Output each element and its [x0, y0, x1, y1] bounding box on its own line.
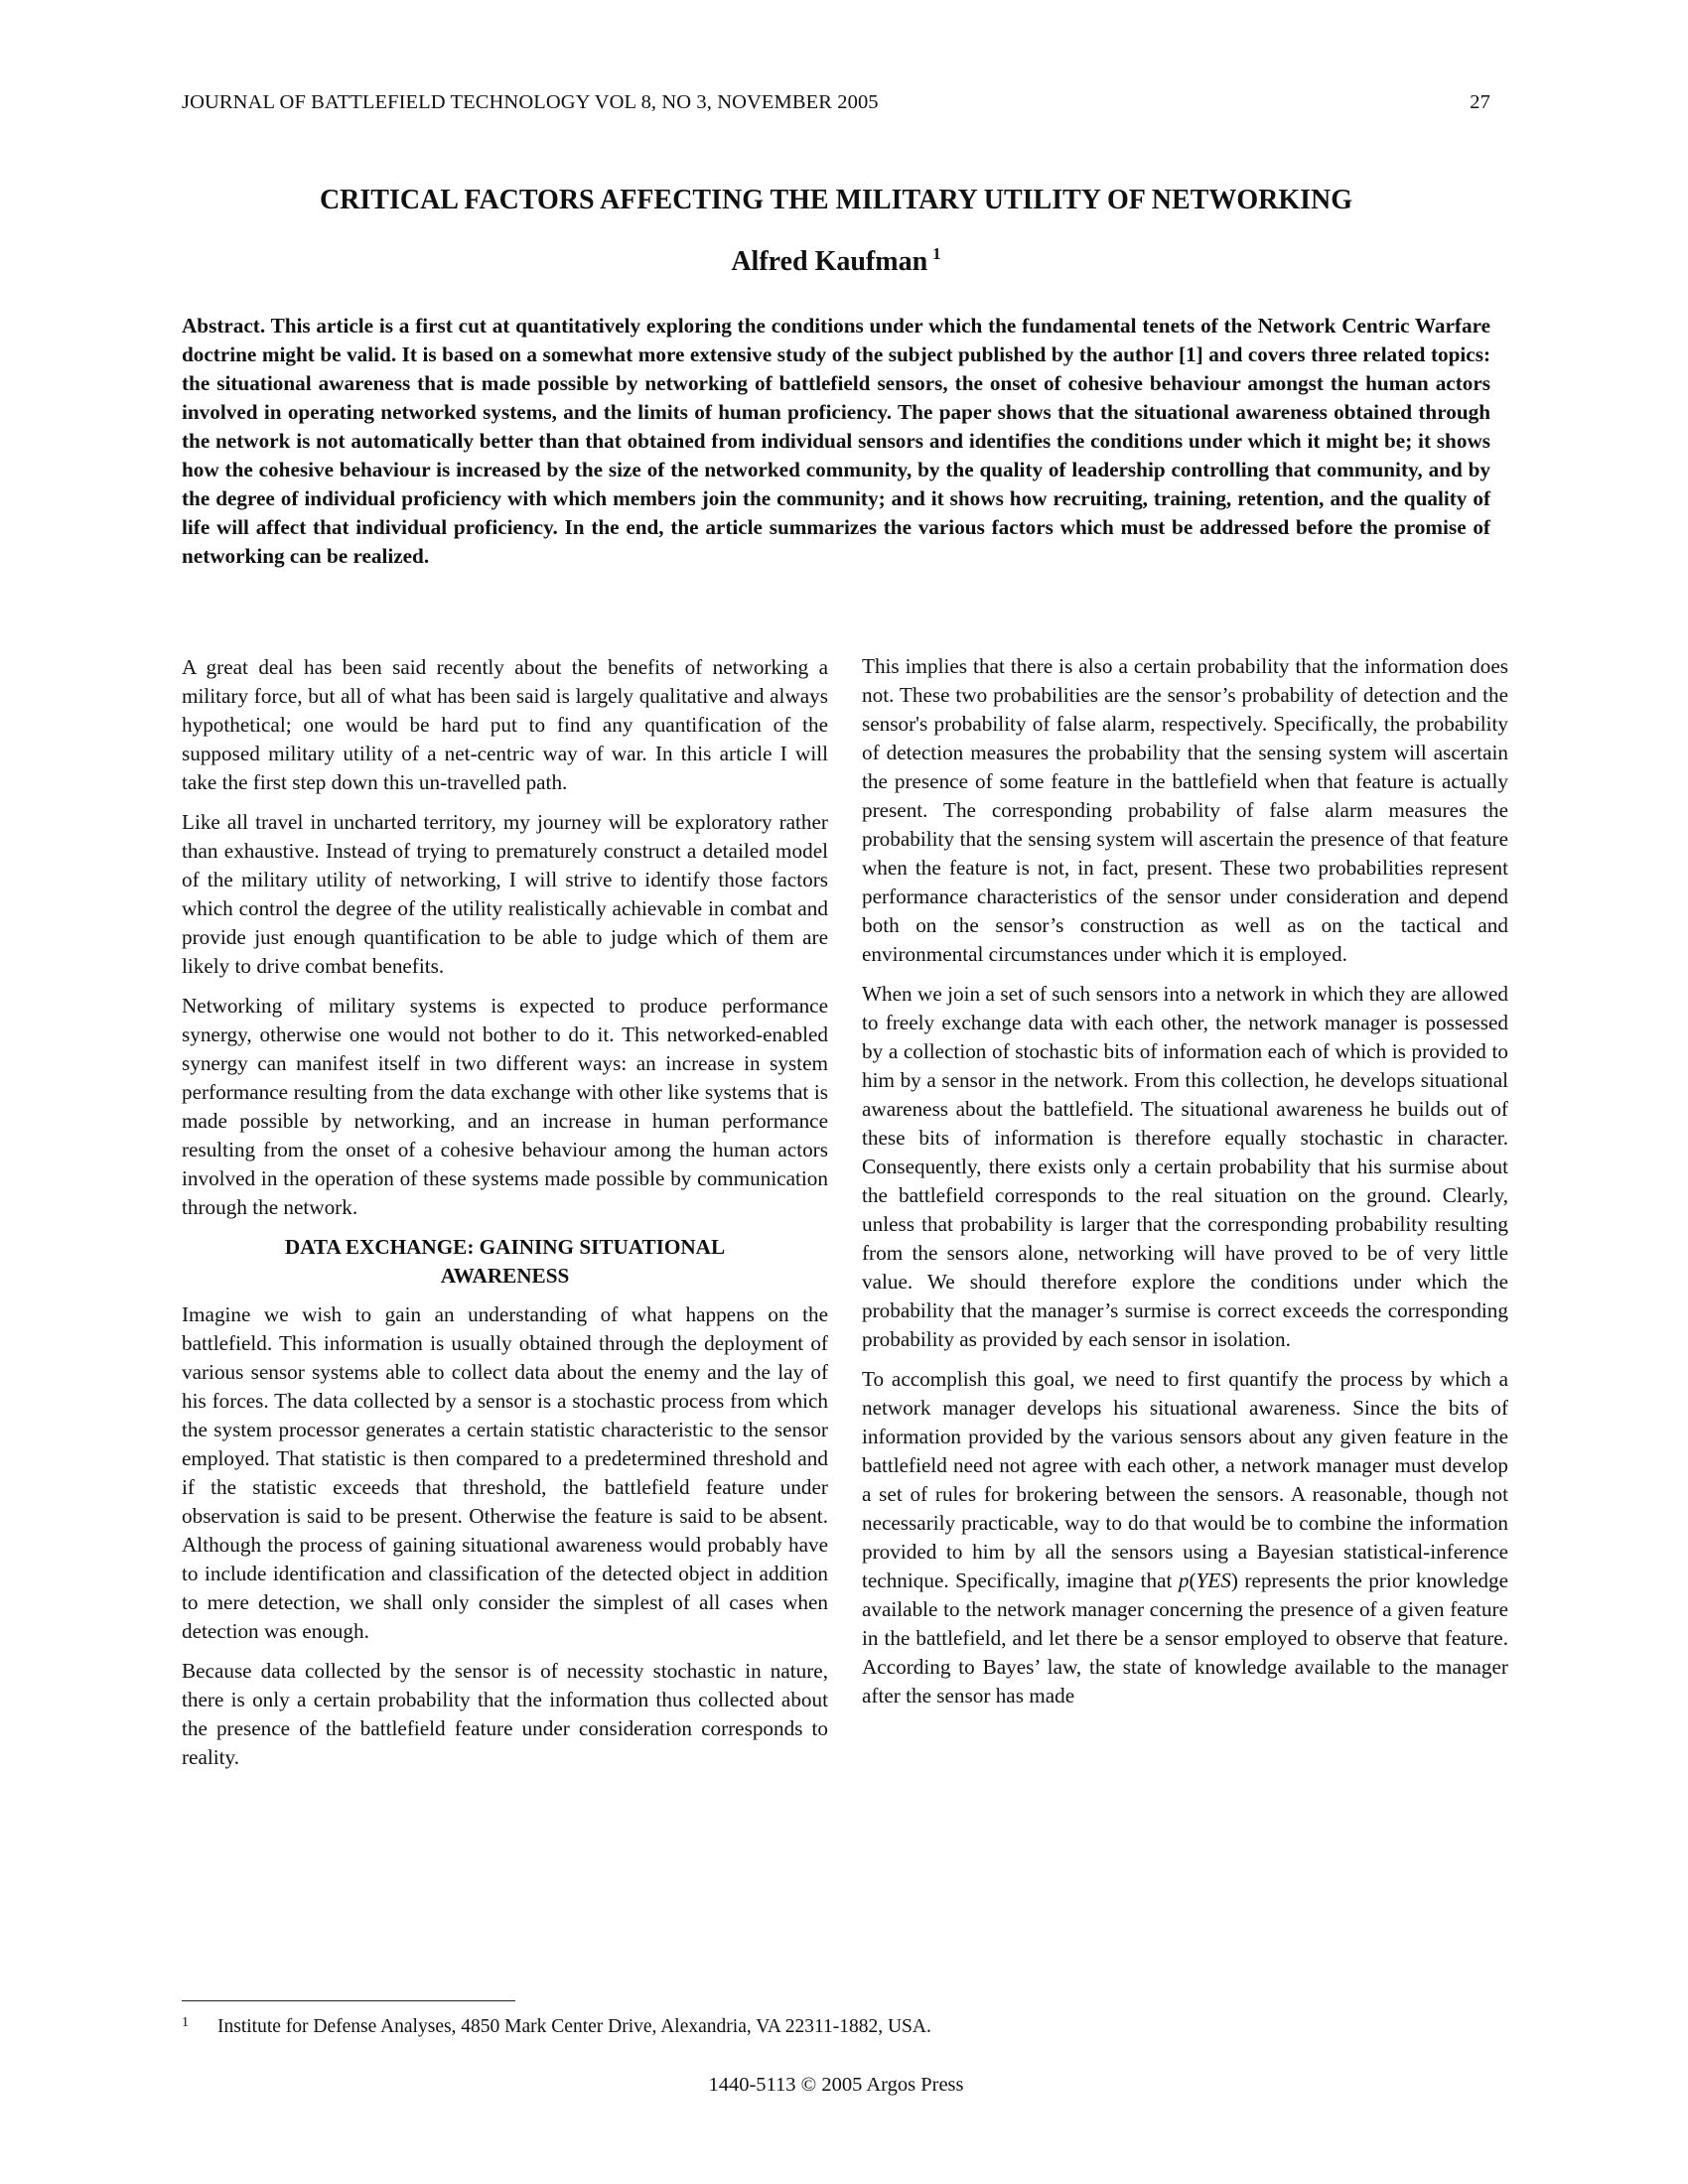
abstract: Abstract. This article is a first cut at quantitatively exploring the conditions under which the fundamental tenets of the Network Centric Warfare doctrine might be valid. It is based on a somewhat more extensive study of the subject published by the author [1] and covers three related topics: the situational awareness that is made possible by networking of battlefield sensors, the onset of cohesive behaviour amongst the human actors involved in operating networked systems, and the limits of human proficiency. The paper shows that the situational awareness obtained through the network is not automatically better than that obtained from individual sensors and identifies the conditions under which it might be; it shows how the cohesive behaviour is increased by the size of the networked community, by the quality of leadership controlling that community, and by the degree of individual proficiency with which members join the community; and it shows how recruiting, training, retention, and the quality of life will affect that individual proficiency. In the end, the article summarizes the various factors which must be addressed before the promise of networking can be realized.: [182, 314, 1490, 568]
footnote-mark: 1: [182, 2015, 189, 2030]
footnote-divider: [182, 2000, 515, 2001]
paragraph-text: represents the prior knowledge available to the network manager concerning the presence of a given feature in the battlefield, and let there be a sensor employed to observe that feature. According to Bayes’ law, the state of knowledge available to the manager after the sensor has made: [862, 1569, 1508, 1707]
body-paragraph: Networking of military systems is expected to produce performance synergy, otherwise one would not bother to do it. This networked-enabled synergy can manifest itself in two different ways: an increase in system performance resulting from the data exchange with other like systems that is made possible by networking, and an increase in human performance resulting from the onset of a cohesive behaviour among the human actors involved in the operation of these systems made possible by communication through the network.: [182, 994, 828, 1219]
copyright-footer: 1440-5113 © 2005 Argos Press: [708, 2074, 964, 2096]
body-paragraph: Like all travel in uncharted territory, my journey will be exploratory rather than exhaustive. Instead of trying to prematurely construct a detailed model of the military utility of networking, I will strive to identify those factors which control the degree of the utility realistically achievable in combat and provide just enough quantification to be able to judge which of them are likely to drive combat benefits.: [182, 810, 828, 978]
body-paragraph: Imagine we wish to gain an understanding of what happens on the battlefield. This information is usually obtained through the deployment of various sensor systems able to collect data about the enemy and the lay of his forces. The data collected by a sensor is a stochastic process from which the system processor generates a certain statistic characteristic to the sensor employed. That statistic is then compared to a predetermined threshold and if the statistic exceeds that threshold, the battlefield feature under observation is said to be present. Otherwise the feature is said to be absent. Although the process of gaining situational awareness would probably have to include identification and classification of the detected object in addition to mere detection, we shall only consider the simplest of all cases when detection was enough.: [182, 1302, 828, 1643]
section-heading: [182, 1233, 828, 1291]
body-paragraph: A great deal has been said recently about the benefits of networking a military force, but all of what has been said is largely qualitative and always hypothetical; one would be hard put to find any quantification of the supposed military utility of a net-centric way of war. In this article I will take the first step down this un-travelled path.: [182, 655, 828, 794]
footnote-text: Institute for Defense Analyses, 4850 Mark Center Drive, Alexandria, VA 22311-1882, USA.: [217, 2016, 931, 2037]
article-title: CRITICAL FACTORS AFFECTING THE MILITARY UTILITY OF NETWORKING: [319, 185, 1353, 215]
author-line: [182, 244, 1490, 278]
section-heading-line: DATA EXCHANGE: GAINING SITUATIONAL: [284, 1235, 726, 1259]
left-column: [182, 653, 828, 1783]
body-paragraph: When we join a set of such sensors into a network in which they are allowed to freely exchange data with each other, the network manager is possessed by a collection of stochastic bits of information each of which is provided to him by a sensor in the network. From this collection, he develops situational awareness about the battlefield. The situational awareness he builds out of these bits of information is therefore equally stochastic in character. Consequently, there exists only a certain probability that his surmise about the battlefield corresponds to the real situation on the ground. Clearly, unless that probability is larger that the corresponding probability resulting from the sensors alone, networking will have proved to be of very little value. We should therefore explore the conditions under which the probability that the manager’s surmise is correct exceeds the corresponding probability as provided by each sensor in isolation.: [862, 982, 1508, 1351]
paragraph-text: To accomplish this goal, we need to first quantify the process by which a network manager develops his situational awareness. Since the bits of information provided by the various sensors about any given feature in the battlefield need not agree with each other, a network manager must develop a set of rules for brokering between the sensors. A reasonable, though not necessarily practicable, way to do that would be to combine the information provided to him by all the sensors using a Bayesian statistical-inference technique. Specifically, imagine that: [862, 1367, 1508, 1592]
author-footnote-mark[interactable]: 1: [932, 244, 941, 263]
author-name: Alfred Kaufman: [731, 246, 928, 277]
section-heading-line: AWARENESS: [440, 1264, 570, 1288]
page-number: 27: [1470, 91, 1490, 113]
math-symbol-p: p: [1178, 1569, 1190, 1592]
body-paragraph: This implies that there is also a certain probability that the information does not. These two probabilities are the sensor’s probability of detection and the sensor's probability of false alarm, respectively. Specifically, the probability of detection measures the probability that the sensing system will ascertain the presence of some feature in the battlefield when that feature is actually present. The corresponding probability of false alarm measures the probability that the sensing system will ascertain the presence of that feature when the feature is not, in fact, present. These two probabilities represent performance characteristics of the sensor under consideration and depend both on the sensor’s construction as well as on the tactical and environmental circumstances under which it is employed.: [862, 654, 1508, 966]
right-column: [862, 652, 1508, 1721]
body-paragraph: To accomplish this goal, we need to first quantify the process by which a network manager develops his situational awareness. Since the bits of information provided by the various sensors about any given feature in the battlefield need not agree with each other, a network manager must develop a set of rules for brokering between the sensors. A reasonable, though not necessarily practicable, way to do that would be to combine the information provided to him by all the sensors using a Bayesian statistical-inference technique. Specifically, imagine that p(YES) represents the prior knowledge available to the network manager concerning the presence of a given feature in the battlefield, and let there be a sensor employed to observe that feature. According to Bayes’ law, the state of knowledge available to the manager after the sensor has made: [862, 1367, 1508, 1707]
journal-name: JOURNAL OF BATTLEFIELD TECHNOLOGY VOL 8, NO 3, NOVEMBER 2005: [182, 91, 879, 113]
body-paragraph: Because data collected by the sensor is of necessity stochastic in nature, there is only a certain probability that the information thus collected about the presence of the battlefield feature under consideration corresponds to reality.: [182, 1659, 828, 1769]
footnote: [182, 2009, 1490, 2041]
math-symbol-yes: YES: [1196, 1569, 1231, 1592]
